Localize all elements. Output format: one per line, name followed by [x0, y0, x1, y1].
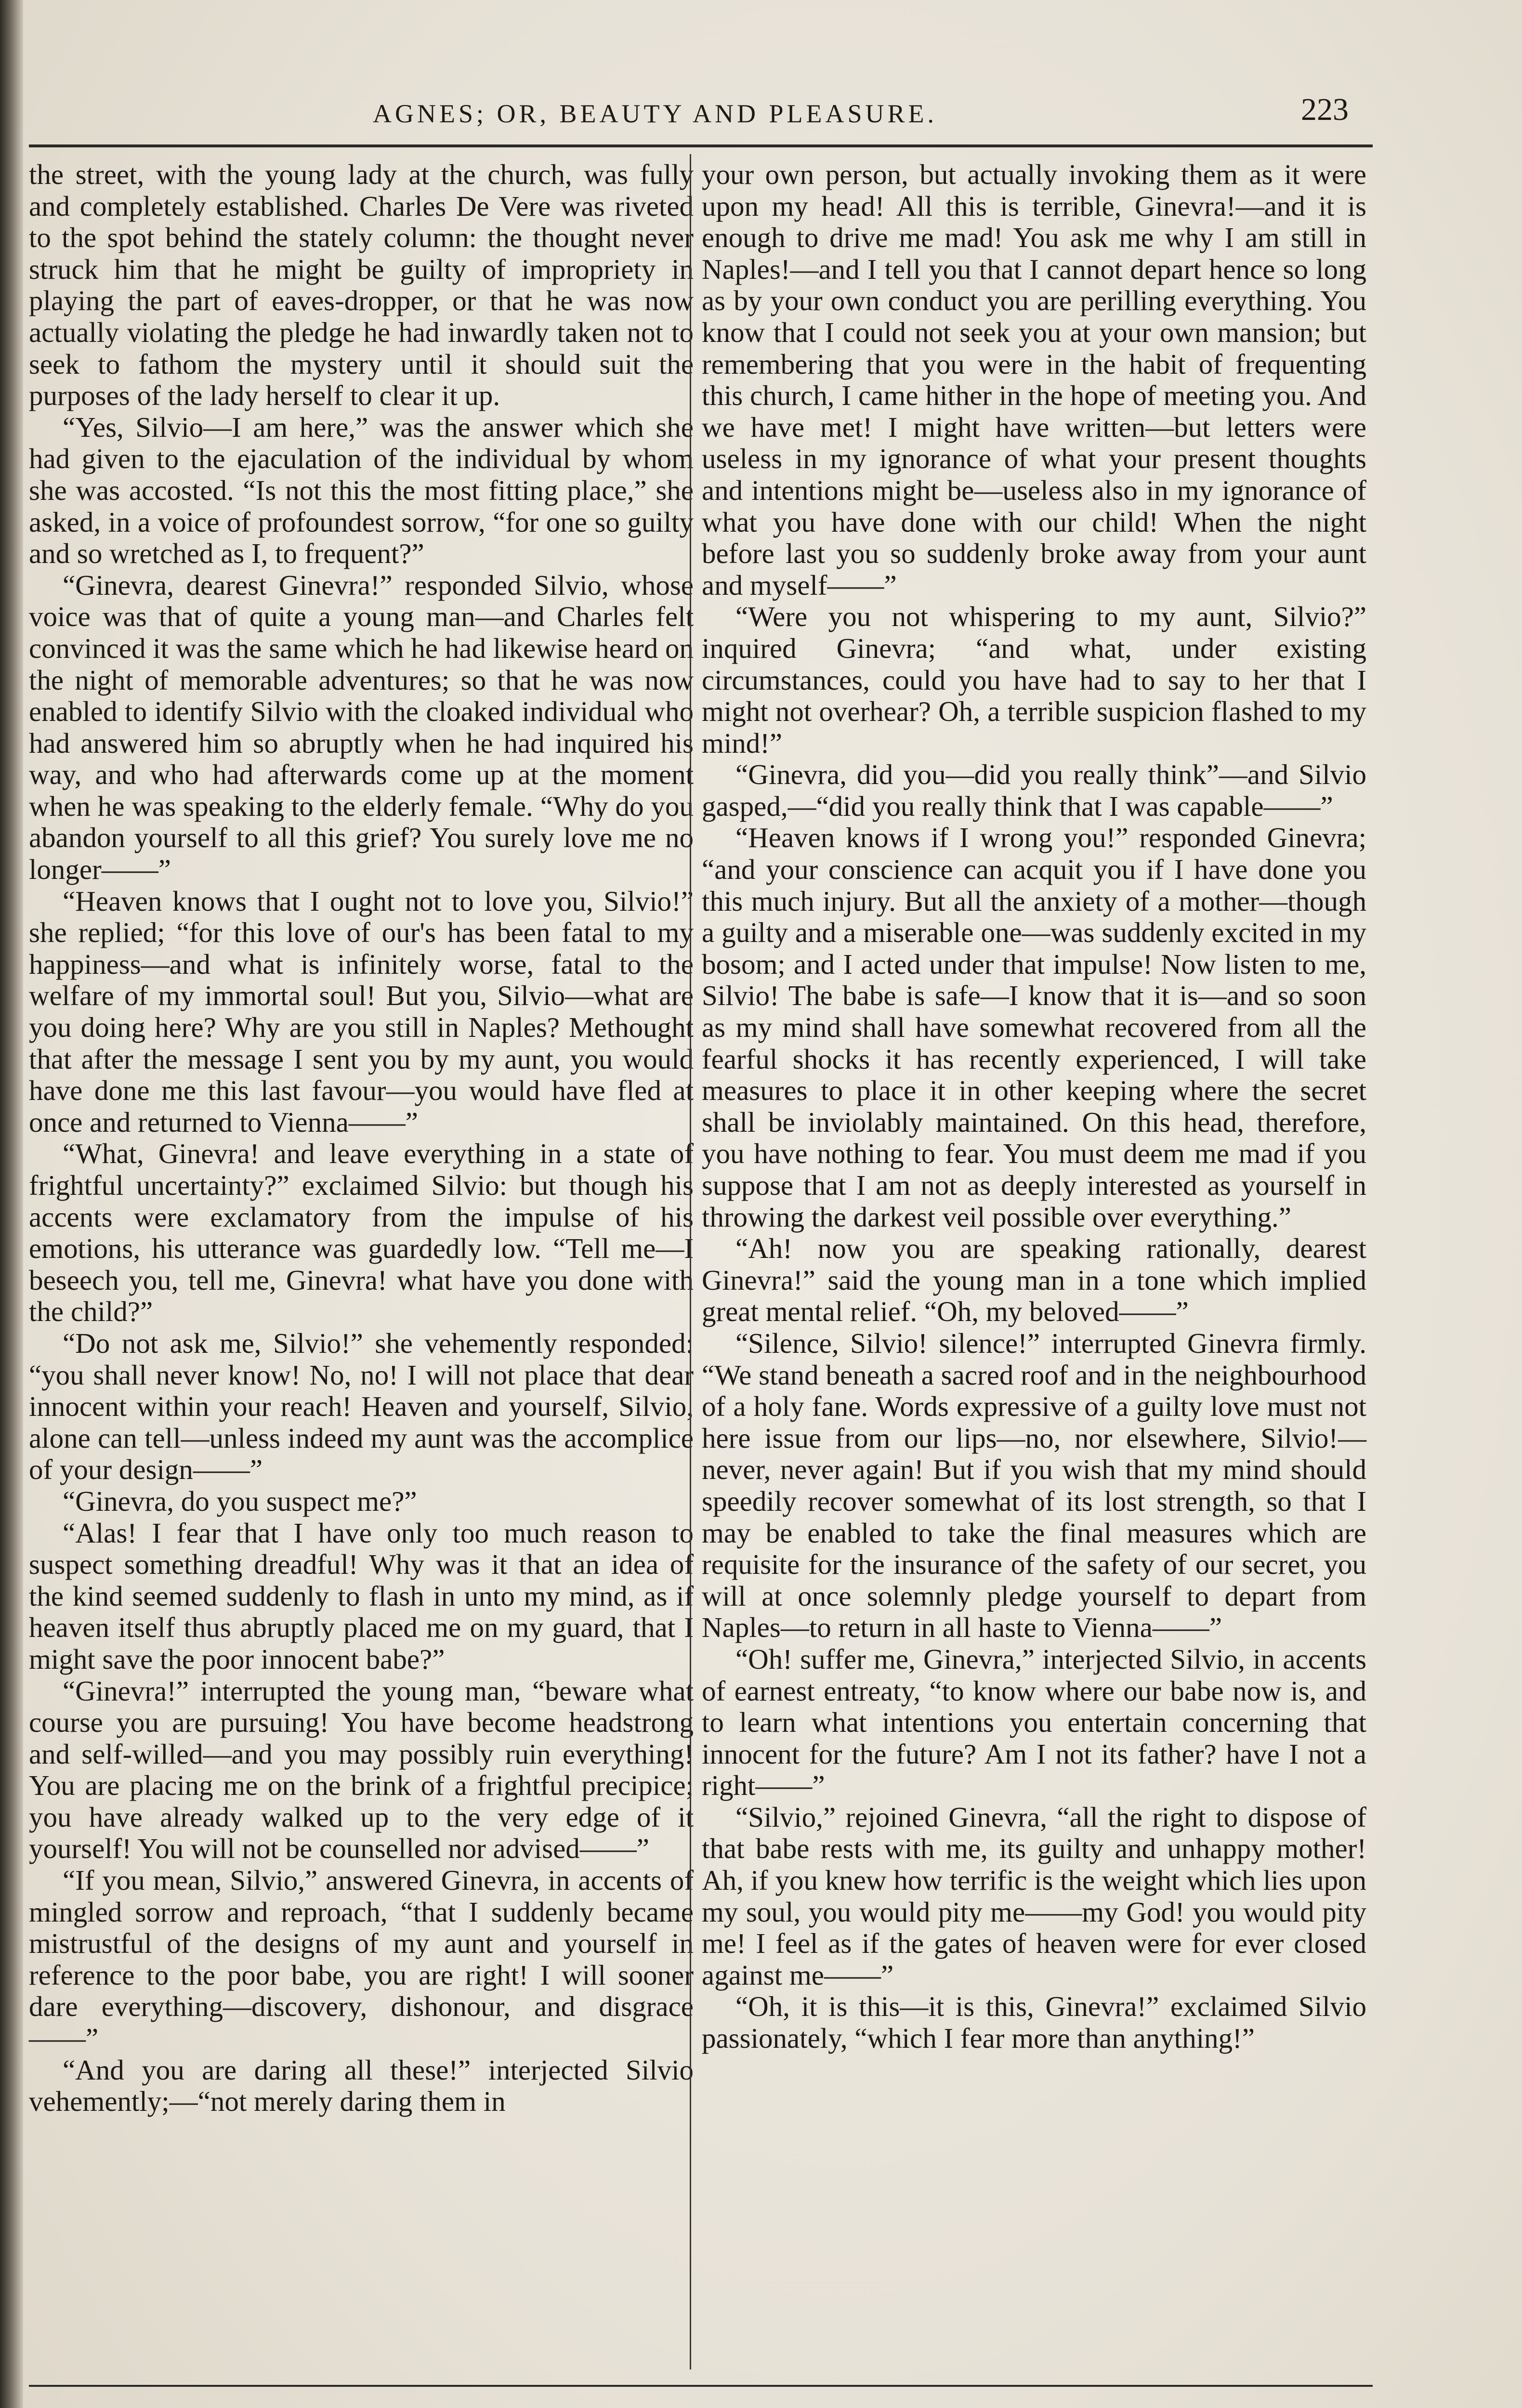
- paragraph: “Ah! now you are speaking rationally, dearest Ginevra!” said the young man in a tone which implied great mental relief. “Oh, my beloved——”: [702, 1232, 1366, 1328]
- bottom-rule: [29, 2385, 1373, 2387]
- paragraph: “Ginevra, dearest Ginevra!” responded Silvio, whose voice was that of quite a young man—and Charles felt convinced it was the same which he had likewise heard on the night of memorable adventures; so that he was now enabled to identify Silvio with the cloaked individual who had answered him so abruptly when he had inquired his way, and who had afterwards come up at the moment when he was speaking to the elderly female. “Why do you abandon yourself to all this grief? You surely love me no longer——”: [29, 569, 694, 886]
- paragraph: the street, with the young lady at the church, was fully and completely established. Charles De Vere was riveted to the spot behind the stately column: the thought never struck him that he might be guilty of impropriety in playing the part of eaves-dropper, or that he was now actually violating the pledge he had inwardly taken not to seek to fathom the mystery until it should suit the purposes of the lady herself to clear it up.: [29, 158, 694, 412]
- paragraph: “If you mean, Silvio,” answered Ginevra, in accents of mingled sorrow and reproach, “that I suddenly became mistrustful of the designs of my aunt and yourself in reference to the poor babe, you are right! I will sooner dare everything—discovery, dishonour, and disgrace——”: [29, 1864, 694, 2055]
- paragraph: “Heaven knows if I wrong you!” responded Ginevra; “and your conscience can acquit you if I have done you this much injury. But all the anxiety of a mother—though a guilty and a miserable one—was suddenly excited in my bosom; and I acted under that impulse! Now listen to me, Silvio! The babe is safe—I know that it is—and so soon as my mind shall have somewhat recovered from all the fearful shocks it has recently experienced, I will take measures to place it in other keeping where the secret shall be inviolably maintained. On this head, therefore, you have nothing to fear. You must deem me mad if you suppose that I am not as deeply interested as yourself in throwing the darkest veil possible over everything.”: [702, 822, 1366, 1233]
- paragraph: “Alas! I fear that I have only too much reason to suspect something dreadful! Why was it that an idea of the kind seemed suddenly to flash in unto my mind, as if heaven itself thus abruptly placed me on my guard, that I might save the poor innocent babe?”: [29, 1517, 694, 1675]
- paragraph: your own person, but actually invoking them as it were upon my head! All this is terrible, Ginevra!—and it is enough to drive me mad! You ask me why I am still in Naples!—and I tell you that I cannot depart hence so long as by your own conduct you are perilling everything. You know that I could not seek you at your own mansion; but remembering that you were in the habit of frequenting this church, I came hither in the hope of meeting you. And we have met! I might have written—but letters were useless in my ignorance of what your present thoughts and intentions might be—useless also in my ignorance of what you have done with our child! When the night before last you so suddenly broke away from your aunt and myself——”: [702, 158, 1366, 601]
- paragraph: “Do not ask me, Silvio!” she vehemently responded: “you shall never know! No, no! I will not place that dear innocent within your reach! Heaven and yourself, Silvio, alone can tell—unless indeed my aunt was the accomplice of your design——”: [29, 1327, 694, 1486]
- right-text-column: [702, 159, 1366, 2055]
- header-rule: [29, 144, 1373, 147]
- paragraph: “Silence, Silvio! silence!” interrupted Ginevra firmly. “We stand beneath a sacred roof and in the neighbourhood of a holy fane. Words expressive of a guilty love must not here issue from our lips—no, nor elsewhere, Silvio!—never, never again! But if you wish that my mind should speedily recover somewhat of its lost strength, so that I may be enabled to take the final measures which are requisite for the insurance of the safety of our secret, you will at once solemnly pledge yourself to depart from Naples—to return in all haste to Vienna——”: [702, 1327, 1366, 1644]
- paragraph: “Ginevra, do you suspect me?”: [63, 1485, 417, 1517]
- paragraph: “Ginevra, did you—did you really think”—and Silvio gasped,—“did you really think that I was capable——”: [702, 759, 1366, 822]
- paragraph: “What, Ginevra! and leave everything in a state of frightful uncertainty?” exclaimed Silvio: but though his accents were exclamatory from the impulse of his emotions, his utterance was guardedly low. “Tell me—I beseech you, tell me, Ginevra! what have you done with the child?”: [29, 1138, 694, 1328]
- running-header-title: AGNES; OR, BEAUTY AND PLEASURE.: [372, 99, 938, 128]
- paragraph: “And you are daring all these!” interjected Silvio vehemently;—“not merely daring them in: [29, 2054, 694, 2118]
- paragraph: “Yes, Silvio—I am here,” was the answer which she had given to the ejaculation of the individual by whom she was accosted. “Is not this the most fitting place,” she asked, in a voice of profoundest sorrow, “for one so guilty and so wretched as I, to frequent?”: [29, 411, 694, 570]
- paragraph: “Heaven knows that I ought not to love you, Silvio!” she replied; “for this love of our's has been fatal to my happiness—and what is infinitely worse, fatal to the welfare of my immortal soul! But you, Silvio—what are you doing here? Why are you still in Naples? Methought that after the message I sent you by my aunt, you would have done me this last favour—you would have fled at once and returned to Vienna——”: [29, 885, 694, 1138]
- book-spine-shadow: [0, 0, 23, 2408]
- left-text-column: [29, 159, 694, 2118]
- paragraph: “Silvio,” rejoined Ginevra, “all the right to dispose of that babe rests with me, its guilty and unhappy mother! Ah, if you knew how terrific is the weight which lies upon my soul, you would pity me——my God! you would pity me! I feel as if the gates of heaven were for ever closed against me——”: [702, 1801, 1366, 1991]
- page-number: 223: [1301, 92, 1349, 127]
- paragraph: “Oh! suffer me, Ginevra,” interjected Silvio, in accents of earnest entreaty, “to know where our babe now is, and to learn what intentions you entertain concerning that innocent for the future? Am I not its father? have I not a right——”: [702, 1643, 1366, 1802]
- paragraph: “Oh, it is this—it is this, Ginevra!” exclaimed Silvio passionately, “which I fear more than anything!”: [702, 1990, 1366, 2055]
- paragraph: “Ginevra!” interrupted the young man, “beware what course you are pursuing! You have become headstrong and self-willed—and you may possibly ruin everything! You are placing me on the brink of a frightful precipice; you have already walked up to the very edge of it yourself! You will not be counselled nor advised——”: [29, 1675, 694, 1865]
- paragraph: “Were you not whispering to my aunt, Silvio?” inquired Ginevra; “and what, under existing circumstances, could you have had to say to her that I might not overhear? Oh, a terrible suspicion flashed to my mind!”: [702, 601, 1366, 759]
- column-divider: [690, 154, 691, 2369]
